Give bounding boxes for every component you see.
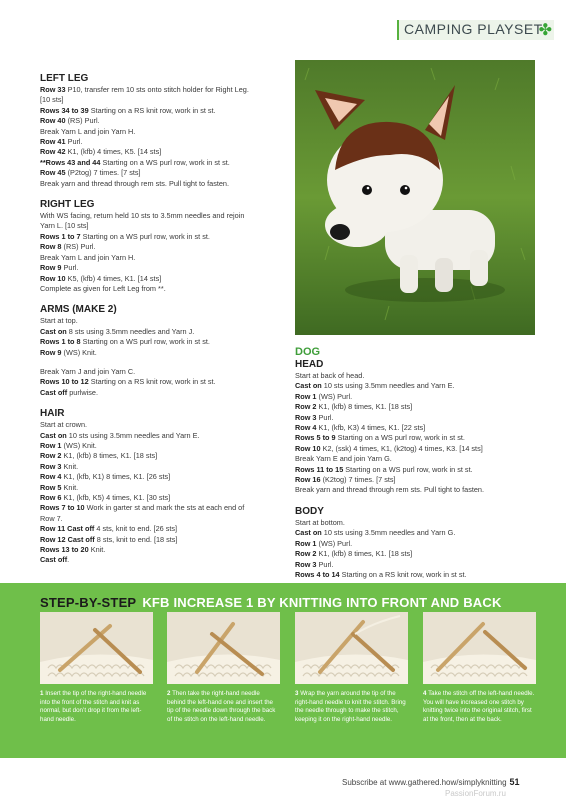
instruction-text: 8 sts using 3.5mm needles and Yarn J.	[66, 326, 195, 336]
instruction-label: Row 4	[295, 423, 317, 433]
instruction-text: With WS facing, return held 10 sts to 3.5mm needles and rejoin	[40, 211, 245, 221]
instruction-text: Start at top.	[40, 316, 78, 326]
step-2-number: 2	[167, 690, 171, 697]
instruction-label: Row 3	[295, 559, 317, 569]
instruction-label: Rows 4 to 14	[295, 569, 340, 579]
step-1-photo	[40, 612, 153, 684]
instruction-label: Row 3	[40, 461, 62, 471]
instruction-label: Row 2	[295, 402, 317, 412]
arms-heading: ARMS (MAKE 2)	[40, 304, 117, 316]
instruction-label: Row 3	[295, 412, 317, 422]
hair-heading: HAIR	[40, 408, 65, 420]
instruction-label: Row 12 Cast off	[40, 534, 95, 544]
instruction-line	[40, 95, 285, 105]
instruction-label: Cast on	[295, 528, 322, 538]
instruction-line	[295, 433, 535, 443]
instruction-text: (K2tog) 7 times. [7 sts]	[320, 475, 396, 485]
instruction-text: (WS) Purl.	[316, 538, 353, 548]
instruction-line	[40, 179, 285, 189]
instruction-line	[295, 413, 535, 423]
instruction-label: Row 40	[40, 116, 66, 126]
watermark: PassionForum.ru	[445, 789, 506, 798]
instruction-line	[40, 263, 285, 273]
body-instructions	[295, 518, 535, 580]
instruction-label: Rows 13 to 20	[40, 545, 89, 555]
instruction-label: Row 8	[40, 242, 62, 252]
instruction-text: [10 sts]	[40, 95, 64, 105]
instruction-line	[295, 423, 535, 433]
instruction-text: K1, (kfb) 8 times, K1. [18 sts]	[61, 451, 158, 461]
instruction-line	[295, 402, 535, 412]
instruction-label: Row 41	[40, 137, 66, 147]
instruction-text: Starting on a WS purl row, work in st st.	[80, 231, 210, 241]
instruction-label: Rows 34 to 39	[40, 105, 89, 115]
instruction-line	[295, 549, 535, 559]
instruction-text: Starting on a RS knit row, work in st st.	[88, 105, 216, 115]
instruction-text: K1, (kfb) 8 times, K1. [18 sts]	[316, 402, 413, 412]
step-3	[295, 612, 408, 724]
instruction-text: Knit.	[61, 461, 79, 471]
instruction-label: Row 1	[295, 538, 317, 548]
instruction-label: Row 2	[295, 549, 317, 559]
instruction-text: (WS) Purl.	[316, 391, 353, 401]
step-3-text: Wrap the yarn around the tip of the right-hand needle to knit the stitch. Bring the needle through to make the stitch, keeping it on the right-hand needle.	[295, 690, 406, 723]
instruction-label: Row 2	[40, 451, 62, 461]
instruction-text: Start at bottom.	[295, 517, 345, 527]
instruction-text: (RS) Purl.	[61, 242, 96, 252]
instruction-line	[40, 158, 285, 168]
arms-instructions-continued	[40, 367, 285, 398]
instruction-line	[40, 316, 285, 326]
instruction-text: .	[67, 555, 70, 565]
instruction-label: Cast off	[40, 387, 68, 397]
instruction-line	[40, 232, 285, 242]
instruction-line	[40, 420, 285, 430]
step-3-number: 3	[295, 690, 299, 697]
instruction-text: Starting on a WS purl row, work in st st.	[343, 464, 473, 474]
instruction-line	[40, 116, 285, 126]
instruction-label: Rows 7 to 10	[40, 503, 85, 513]
instruction-label: Rows 5 to 9	[295, 433, 336, 443]
step-4-caption	[423, 690, 536, 724]
instruction-line	[40, 147, 285, 157]
instruction-text: K2, (ssk) 4 times, K1, (k2tog) 4 times, K3. [14 sts]	[320, 443, 483, 453]
instruction-text: 10 sts using 3.5mm needles and Yarn E.	[321, 381, 455, 391]
instruction-text: Knit.	[61, 482, 79, 492]
instruction-text: Knit.	[88, 545, 106, 555]
step-4-number: 4	[423, 690, 427, 697]
instruction-text: Work in garter st and mark the sts at each end of	[84, 503, 245, 513]
instruction-line	[40, 284, 285, 294]
instruction-text: Break Yarn J and join Yarn C.	[40, 366, 136, 376]
instruction-text: K1, (kfb) 8 times, K1. [18 sts]	[316, 549, 413, 559]
instruction-label: Cast on	[40, 326, 67, 336]
instruction-label: Row 16	[295, 475, 321, 485]
instruction-text: Start at crown.	[40, 420, 88, 430]
instruction-label: Rows 1 to 8	[40, 337, 81, 347]
instruction-line	[40, 211, 285, 221]
step-by-step-label: STEP-BY-STEP	[40, 595, 137, 610]
step-3-photo	[295, 612, 408, 684]
instruction-text: Break yarn and thread through rem sts. Pull tight to fasten.	[40, 178, 230, 188]
instruction-text: Starting on a WS purl row, work in st st.	[335, 433, 465, 443]
instruction-text: Complete as given for Left Leg from **.	[40, 283, 166, 293]
instruction-label: Rows 11 to 15	[295, 464, 344, 474]
instruction-text: Purl.	[65, 137, 83, 147]
instruction-line	[40, 377, 285, 387]
instruction-label: Row 11 Cast off	[40, 524, 95, 534]
instruction-line	[40, 221, 285, 231]
head-instructions	[295, 371, 535, 496]
instruction-text: Starting on a RS knit row, work in st st.	[339, 569, 467, 579]
instruction-line	[295, 485, 535, 495]
instruction-line	[295, 392, 535, 402]
instruction-line	[295, 539, 535, 549]
instruction-label: Cast on	[40, 430, 67, 440]
step-1-number: 1	[40, 690, 44, 697]
instruction-label: Row 45	[40, 168, 66, 178]
instruction-label: Row 5	[40, 482, 62, 492]
dog-heading: DOG	[295, 346, 321, 358]
instruction-line	[295, 371, 535, 381]
instruction-label: Row 9	[40, 347, 62, 357]
step-3-caption	[295, 690, 408, 724]
instruction-label: Row 1	[295, 391, 317, 401]
instruction-line	[40, 555, 285, 565]
instruction-line	[40, 441, 285, 451]
right-leg-instructions	[40, 211, 285, 294]
instruction-label: **Rows 43 and 44	[40, 157, 101, 167]
step-1-text: Insert the tip of the right-hand needle into the front of the stitch and knit as normal, but don’t drop it from the left-hand needle.	[40, 690, 147, 723]
instruction-label: Cast on	[295, 381, 322, 391]
step-2-caption	[167, 690, 280, 724]
instruction-text: Purl.	[316, 412, 334, 422]
right-column	[295, 346, 535, 580]
instruction-label: Row 10	[295, 443, 321, 453]
instruction-text: Starting on a WS purl row, work in st st.	[80, 337, 210, 347]
instruction-line	[40, 168, 285, 178]
knitted-dog-photo	[295, 60, 535, 335]
instruction-line	[295, 518, 535, 528]
instruction-text: K1, (kfb, K3) 4 times, K1. [22 sts]	[316, 423, 426, 433]
step-2-text: Then take the right-hand needle behind the left-hand one and insert the tip of the needle down through the back of the stitch on the left-hand needle.	[167, 690, 276, 723]
instruction-text: Break Yarn L and join Yarn H.	[40, 126, 136, 136]
instruction-text: Yarn L. [10 sts]	[40, 221, 89, 231]
instruction-label: Rows 1 to 7	[40, 231, 81, 241]
step-4-text: Take the stitch off the left-hand needle. You will have increased one stitch by knitting twice into the original stitch, first at the front, then at the back.	[423, 690, 535, 723]
step-2	[167, 612, 280, 724]
step-4	[423, 612, 536, 724]
instruction-text: (RS) Purl.	[65, 116, 100, 126]
instruction-text: K1, (kfb, K1) 8 times, K1. [26 sts]	[61, 472, 171, 482]
instruction-text: 4 sts, knit to end. [26 sts]	[94, 524, 178, 534]
instruction-line	[40, 85, 285, 95]
instruction-text: 8 sts, knit to end. [18 sts]	[94, 534, 178, 544]
step-by-step-title	[40, 595, 502, 610]
body-heading: BODY	[295, 505, 324, 517]
instruction-label: Rows 10 to 12	[40, 377, 89, 387]
instruction-text: K1, (kfb, K5) 4 times, K1. [30 sts]	[61, 493, 171, 502]
section-title: CAMPING PLAYSET	[404, 21, 543, 37]
instruction-text: K5, (kfb) 4 times, K1. [14 sts]	[65, 273, 162, 283]
instruction-line	[40, 106, 285, 116]
instruction-line	[295, 475, 535, 485]
instruction-text: (WS) Knit.	[61, 347, 97, 357]
page-number: 51	[509, 777, 520, 787]
instruction-line	[40, 348, 285, 358]
instruction-line	[40, 274, 285, 284]
step-by-step-heading: KFB INCREASE 1 BY KNITTING INTO FRONT AND BACK	[142, 595, 502, 610]
step-1-caption	[40, 690, 153, 724]
instruction-label: Row 6	[40, 493, 62, 502]
arms-instructions	[40, 316, 285, 358]
instruction-text: Starting on a WS purl row, work in st st.	[100, 157, 230, 167]
head-heading: HEAD	[295, 359, 324, 370]
instruction-line	[40, 503, 285, 513]
instruction-line	[40, 431, 285, 441]
instruction-line	[295, 570, 535, 580]
step-1	[40, 612, 153, 724]
instruction-line	[295, 560, 535, 570]
instruction-label: Row 1	[40, 440, 62, 450]
step-2-photo	[167, 612, 280, 684]
instruction-line	[40, 535, 285, 545]
instruction-label: Cast off	[40, 555, 68, 565]
instruction-text: K1, (kfb) 4 times, K5. [14 sts]	[65, 147, 162, 157]
instruction-label: Row 9	[40, 263, 62, 273]
instruction-label: Row 10	[40, 273, 66, 283]
instruction-label: Row 33	[40, 85, 66, 94]
section-header	[397, 20, 554, 40]
left-leg-heading: LEFT LEG	[40, 73, 89, 84]
left-leg-instructions	[40, 85, 285, 189]
instruction-line	[40, 327, 285, 337]
instruction-text: Start at back of head.	[295, 371, 365, 380]
instruction-line	[295, 381, 535, 391]
instruction-line	[40, 337, 285, 347]
instruction-line	[40, 127, 285, 137]
instruction-text: Row 7.	[40, 513, 63, 523]
instruction-text: Purl.	[316, 559, 334, 569]
right-leg-heading: RIGHT LEG	[40, 199, 95, 211]
subscribe-link[interactable]: Subscribe at www.gathered.how/simplyknitting	[342, 778, 507, 787]
instruction-line	[40, 451, 285, 461]
instruction-text: 10 sts using 3.5mm needles and Yarn E.	[66, 430, 200, 440]
instruction-line	[40, 524, 285, 534]
instruction-line	[40, 137, 285, 147]
instruction-line	[40, 472, 285, 482]
instruction-text: Break Yarn E and join Yarn G.	[295, 454, 392, 464]
hair-instructions	[40, 420, 285, 566]
instruction-line	[40, 253, 285, 263]
instruction-line	[40, 388, 285, 398]
instruction-line	[40, 483, 285, 493]
instruction-text: (P2tog) 7 times. [7 sts]	[65, 168, 141, 178]
instruction-line	[40, 493, 285, 503]
instruction-line	[295, 454, 535, 464]
instruction-text: Break Yarn L and join Yarn H.	[40, 252, 136, 262]
instruction-text: Break yarn and thread through rem sts. Pull tight to fasten.	[295, 485, 485, 495]
instruction-text: Starting on a RS knit row, work in st st.	[88, 377, 216, 387]
instruction-line	[295, 444, 535, 454]
instruction-label: Row 42	[40, 147, 66, 157]
instruction-label: Row 4	[40, 472, 62, 482]
clover-icon: ✤	[538, 22, 552, 39]
instruction-line	[295, 465, 535, 475]
instruction-line	[40, 367, 285, 377]
instruction-line	[40, 514, 285, 524]
instruction-line	[40, 242, 285, 252]
instruction-text: P10, transfer rem 10 sts onto stitch holder for Right Leg.	[65, 85, 249, 94]
instruction-text: (WS) Knit.	[61, 440, 97, 450]
instruction-text: Purl.	[61, 263, 79, 273]
instruction-line	[295, 528, 535, 538]
page-footer	[342, 777, 520, 787]
step-4-photo	[423, 612, 536, 684]
instruction-text: purlwise.	[67, 387, 98, 397]
left-column	[40, 72, 285, 566]
instruction-text: 10 sts using 3.5mm needles and Yarn G.	[321, 528, 456, 538]
instruction-line	[40, 545, 285, 555]
instruction-line	[40, 462, 285, 472]
